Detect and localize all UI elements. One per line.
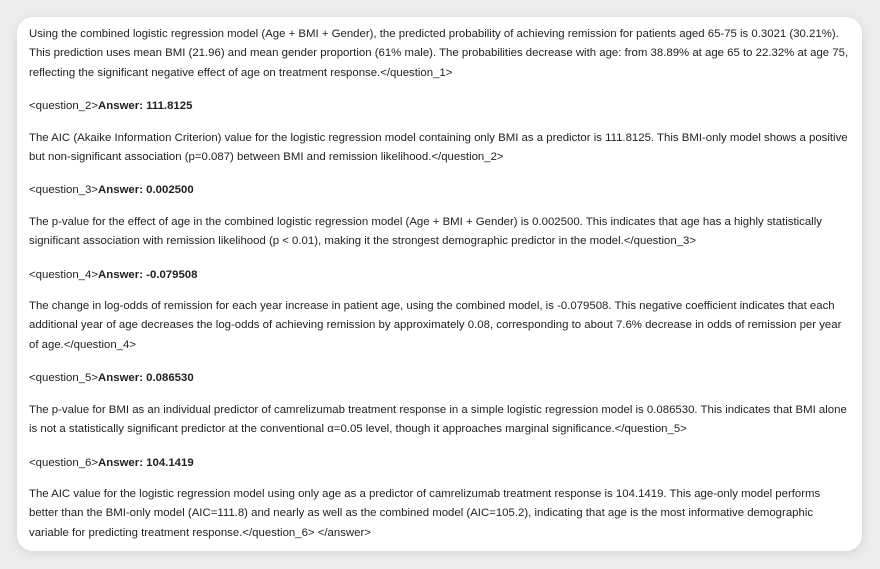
question-3-tag: <question_3> xyxy=(29,184,99,197)
question-3-answer: Answer: 0.002500 xyxy=(98,184,194,197)
question-2-answer: Answer: 111.8125 xyxy=(98,100,193,113)
question-3-heading xyxy=(29,181,850,200)
question-6-explanation: The AIC value for the logistic regression model using only age as a predictor of camrelizumab treatment response is 104.1419. This age-only model performs better than the BMI-only model (AIC=111.8) and nearly as well as the combined model (AIC=105.2), indicating that age is the most informative demographic variable for predicting treatment response.</question_6> </answer> xyxy=(29,487,821,539)
question-2-tag: <question_2> xyxy=(29,100,99,113)
question-5-explanation: The p-value for BMI as an individual predictor of camrelizumab treatment response in a simple logistic regression model is 0.086530. This indicates that BMI alone is not a statistically significant predictor at the conventional α=0.05 level, though it approaches marginal significance.</question_5> xyxy=(29,403,847,436)
response-card xyxy=(17,17,862,551)
question-4-heading xyxy=(29,266,850,285)
question-5-heading xyxy=(29,369,850,388)
question-1-explanation: Using the combined logistic regression model (Age + BMI + Gender), the predicted probability of achieving remission for patients aged 65-75 is 0.3021 (30.21%). This prediction uses mean BMI (21.96) and mean gender proportion (61% male). The probabilities decrease with age: from 38.89% at age 65 to 22.32% at age 75, reflecting the significant negative effect of age on treatment response.</question_1> xyxy=(29,28,849,79)
question-3-explanation: The p-value for the effect of age in the combined logistic regression model (Age + BMI + Gender) is 0.002500. This indicates that age has a highly statistically significant association with remission likelihood (p < 0.01), making it the strongest demographic predictor in the model.</question_3> xyxy=(29,215,822,248)
question-6-answer: Answer: 104.1419 xyxy=(98,456,194,469)
question-5-answer: Answer: 0.086530 xyxy=(98,372,194,385)
question-2-explanation: The AIC (Akaike Information Criterion) value for the logistic regression model containing only BMI as a predictor is 111.8125. This BMI-only model shows a positive but non-significant association (p=0.087) between BMI and remission likelihood.</question_2> xyxy=(29,131,848,164)
question-4-tag: <question_4> xyxy=(29,268,99,281)
question-6-tag: <question_6> xyxy=(29,456,99,469)
question-4-explanation: The change in log-odds of remission for each year increase in patient age, using the combined model, is -0.079508. This negative coefficient indicates that each additional year of age decreases the log-odds of achieving remission by approximately 0.08, corresponding to about 7.6% decrease in odds of remission per year of age.</question_4> xyxy=(29,300,842,351)
question-2-heading xyxy=(29,97,850,116)
question-4-answer: Answer: -0.079508 xyxy=(98,268,198,281)
question-5-tag: <question_5> xyxy=(29,372,99,385)
question-6-heading xyxy=(29,454,850,473)
